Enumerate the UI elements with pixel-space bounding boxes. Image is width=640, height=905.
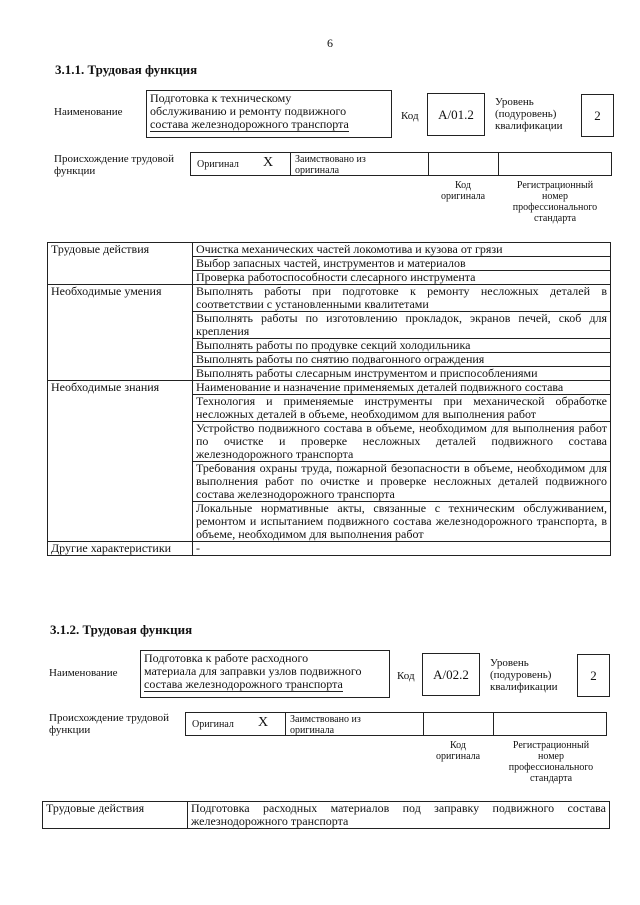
origin-row-1 [190, 152, 612, 176]
origin-label-2: Происхождение трудовой функции [49, 712, 170, 736]
reg-number-label-1: Регистрационный номер профессионального стандарта [512, 180, 598, 224]
borrowed-cell: Заимствовано из оригинала [290, 152, 429, 176]
category-cell: Трудовые действия [43, 802, 188, 829]
category-cell: Необходимые знания [48, 381, 193, 542]
function-name-line: состава железнодорожного транспорта [150, 117, 349, 131]
code-value-1: А/01.2 [427, 93, 485, 136]
original-mark: X [258, 715, 269, 730]
table-row [48, 542, 611, 556]
code-original-label-1: Код оригинала [440, 180, 486, 202]
item-cell: Устройство подвижного состава в объеме, необходимом для выполнения работ по очистке и проверке несложных деталей подвижного состава железнодорожного транспорта [193, 422, 611, 462]
item-cell: Выполнять работы слесарным инструментом и приспособлениями [193, 367, 611, 381]
function-name-line: Подготовка к работе расходного [144, 651, 309, 665]
item-cell: Технология и применяемые инструменты при механической обработке несложных деталей в объеме, необходимом для выполнения работ [193, 395, 611, 422]
item-cell: Требования охраны труда, пожарной безопасности в объеме, необходимом для выполнения работ по очистке и проверке несложных деталей подвижного состава железнодорожного транспорта [193, 462, 611, 502]
item-cell: Наименование и назначение применяемых деталей подвижного состава [193, 381, 611, 395]
category-cell: Трудовые действия [48, 243, 193, 285]
item-cell: Выполнять работы по снятию подвагонного ограждения [193, 353, 611, 367]
item-cell: Выполнять работы по изготовлению прокладок, экранов печей, скоб для крепления [193, 312, 611, 339]
function-name-line: обслуживанию и ремонту подвижного [150, 104, 347, 118]
code-value-2: А/02.2 [422, 653, 480, 696]
name-label-2: Наименование [49, 667, 118, 679]
item-cell: Подготовка расходных материалов под заправку подвижного состава железнодорожного транспорта [188, 802, 610, 829]
reg-number-label-2: Регистрационный номер профессионального стандарта [508, 740, 594, 784]
borrowed-cell: Заимствовано из оригинала [285, 712, 424, 736]
table-row [48, 285, 611, 312]
code-original-label-2: Код оригинала [435, 740, 481, 762]
section-title-2: 3.1.2. Трудовая функция [50, 622, 193, 637]
page-number: 6 [327, 36, 333, 50]
code-original-cell [423, 712, 494, 736]
function-name-line: состава железнодорожного транспорта [144, 677, 343, 691]
function-table-1 [47, 242, 611, 556]
level-label-2: Уровень (подуровень) квалификации [490, 657, 558, 693]
code-original-cell [428, 152, 499, 176]
original-cell: Оригинал X [190, 152, 291, 176]
origin-row-2 [185, 712, 607, 736]
code-label-1: Код [401, 110, 419, 122]
function-name-box-1 [146, 90, 392, 138]
function-table-2 [42, 801, 610, 829]
level-value-2: 2 [577, 654, 610, 697]
item-cell: Очистка механических частей локомотива и кузова от грязи [193, 243, 611, 257]
item-cell: Локальные нормативные акты, связанные с техническим обслуживанием, ремонтом и испытанием подвижного состава железнодорожного транспорта, в объеме, необходимом для выполнения работ [193, 502, 611, 542]
reg-number-cell [498, 152, 612, 176]
reg-number-cell [493, 712, 607, 736]
table-row [48, 381, 611, 395]
function-name-line: Подготовка к техническому [150, 91, 292, 105]
item-cell: Проверка работоспособности слесарного инструмента [193, 271, 611, 285]
origin-label-1: Происхождение трудовой функции [54, 153, 175, 177]
name-label-1: Наименование [54, 106, 123, 118]
code-label-2: Код [397, 670, 415, 682]
item-cell: - [193, 542, 611, 556]
item-cell: Выполнять работы по продувке секций холодильника [193, 339, 611, 353]
item-cell: Выбор запасных частей, инструментов и материалов [193, 257, 611, 271]
section-title-1: 3.1.1. Трудовая функция [55, 62, 198, 77]
function-name-line: материала для заправки узлов подвижного [144, 664, 362, 678]
original-cell: Оригинал X [185, 712, 286, 736]
level-value-1: 2 [581, 94, 614, 137]
item-cell: Выполнять работы при подготовке к ремонту несложных деталей в соответствии с установленными квалитетами [193, 285, 611, 312]
category-cell: Необходимые умения [48, 285, 193, 381]
level-label-1: Уровень (подуровень) квалификации [495, 96, 563, 132]
table-row [43, 802, 610, 829]
function-name-box-2 [140, 650, 390, 698]
category-cell: Другие характеристики [48, 542, 193, 556]
original-mark: X [263, 155, 274, 170]
table-row [48, 243, 611, 257]
